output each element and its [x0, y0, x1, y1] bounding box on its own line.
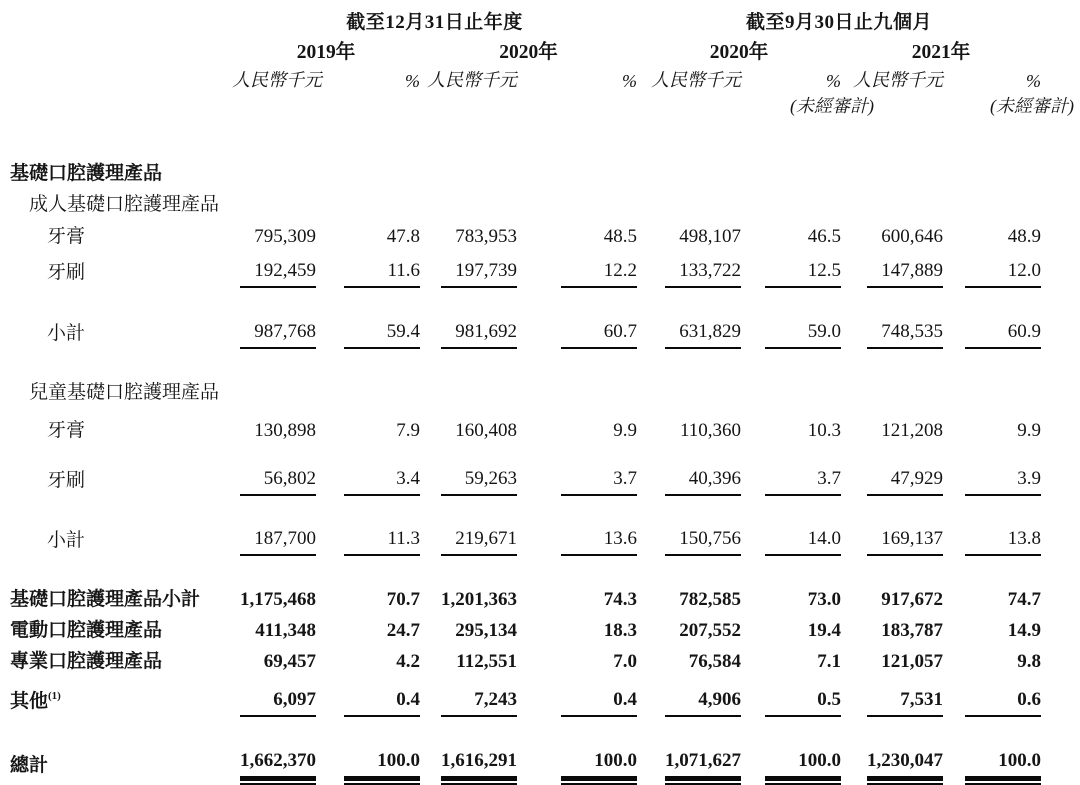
unit-header-row	[0, 64, 1080, 92]
unaudited-note-row	[0, 92, 1080, 120]
cell-percent	[316, 377, 420, 408]
cell-value: 207,552	[679, 620, 742, 641]
cell-percent: 11.3	[316, 524, 420, 556]
cell-percent: 14.0	[741, 524, 841, 556]
cell-value: 7,243	[420, 677, 517, 717]
cell-value	[232, 377, 316, 408]
year-header-row	[0, 34, 1080, 64]
row-label	[0, 584, 232, 615]
row-label	[0, 524, 232, 556]
cell-value	[637, 158, 741, 189]
right-margin-cell	[1041, 745, 1080, 781]
cell-value: 1,616,291	[420, 745, 517, 781]
year-header-2020: 2020年	[499, 42, 558, 63]
cell-percent: 9.9	[1017, 420, 1042, 441]
row-label-text: 小計	[47, 530, 86, 551]
cell-percent: 18.3	[603, 620, 638, 641]
right-margin-cell	[1041, 377, 1080, 408]
cell-value: 59,263	[420, 446, 517, 496]
cell-value: 600,646	[881, 226, 944, 247]
cell-value	[841, 377, 943, 408]
cell-percent: 3.4	[316, 446, 420, 496]
cell-percent: 11.6	[316, 252, 420, 288]
cell-value: 795,309	[254, 226, 316, 247]
cell-percent: 46.5	[807, 226, 842, 247]
cell-percent: 4.2	[396, 651, 420, 672]
period-header-annual: 截至12月31日止年度	[346, 12, 523, 33]
cell-percent: 12.5	[741, 252, 841, 288]
spacer-row	[0, 288, 1080, 318]
row-label	[0, 615, 232, 646]
cell-percent: 100.0	[943, 745, 1041, 781]
cell-value	[232, 158, 316, 189]
cell-value	[841, 158, 943, 189]
cell-percent: 7.1	[817, 651, 842, 672]
cell-percent: 100.0	[741, 745, 841, 781]
cell-percent	[741, 189, 841, 220]
cell-value: 150,756	[637, 524, 741, 556]
cell-percent: 100.0	[316, 745, 420, 781]
table-row	[0, 252, 1080, 288]
cell-percent	[517, 189, 637, 220]
cell-value: 987,768	[232, 318, 316, 349]
row-label-text: 牙膏	[47, 226, 86, 247]
cell-value: 411,348	[255, 620, 316, 641]
table-row	[0, 377, 1080, 408]
spacer-row	[0, 349, 1080, 377]
cell-value: 121,208	[881, 420, 944, 441]
cell-percent: 3.9	[943, 446, 1041, 496]
cell-percent: 0.6	[943, 677, 1041, 717]
cell-percent: 100.0	[517, 745, 637, 781]
row-label-text: 兒童基礎口腔護理產品	[29, 382, 220, 403]
cell-percent	[316, 189, 420, 220]
right-margin-cell	[1041, 446, 1080, 496]
revenue-breakdown-table	[0, 6, 1080, 781]
cell-value: 69,457	[263, 651, 316, 672]
unit-header: 人民幣千元	[853, 70, 944, 90]
cell-value: 917,672	[881, 589, 944, 610]
row-label-text: 成人基礎口腔護理產品	[29, 194, 220, 215]
table-row	[0, 446, 1080, 496]
cell-value: 219,671	[420, 524, 517, 556]
spacer-row	[0, 556, 1080, 584]
right-margin-cell	[1041, 220, 1080, 252]
cell-percent: 9.9	[613, 420, 638, 441]
cell-value	[637, 189, 741, 220]
year-header-2021-9m: 2021年	[911, 42, 971, 63]
cell-percent: 7.0	[613, 651, 638, 672]
row-label	[0, 189, 232, 220]
cell-percent	[943, 377, 1041, 408]
cell-value: 147,889	[841, 252, 943, 288]
right-margin-cell	[1041, 158, 1080, 189]
row-label	[0, 677, 232, 717]
cell-percent	[943, 189, 1041, 220]
cell-value: 1,071,627	[637, 745, 741, 781]
unaudited-note: (未經審計)	[990, 96, 1075, 116]
table-row	[0, 524, 1080, 556]
cell-value: 1,175,468	[240, 589, 316, 610]
cell-value: 498,107	[679, 226, 742, 247]
right-margin-cell	[1041, 646, 1080, 677]
row-label-text: 其他	[10, 691, 49, 712]
cell-percent: 12.0	[943, 252, 1041, 288]
cell-percent: 12.2	[517, 252, 637, 288]
cell-percent: 48.5	[603, 226, 638, 247]
table-row	[0, 408, 1080, 446]
cell-value: 1,201,363	[441, 589, 517, 610]
cell-percent	[517, 158, 637, 189]
spacer-row	[0, 496, 1080, 524]
cell-percent: 0.4	[316, 677, 420, 717]
cell-percent: 3.7	[517, 446, 637, 496]
cell-value	[420, 158, 517, 189]
right-margin-cell	[1041, 189, 1080, 220]
cell-value: 183,787	[881, 620, 944, 641]
right-margin-cell	[1041, 318, 1080, 349]
row-label-text: 牙刷	[47, 470, 86, 491]
cell-percent: 0.5	[741, 677, 841, 717]
row-label-text: 小計	[47, 323, 86, 344]
cell-percent: 60.9	[943, 318, 1041, 349]
unit-header: 人民幣千元	[651, 70, 742, 90]
percent-header: %	[826, 71, 842, 91]
cell-percent: 47.8	[386, 226, 420, 247]
cell-percent: 73.0	[807, 589, 842, 610]
cell-value: 169,137	[841, 524, 943, 556]
unaudited-note: (未經審計)	[790, 96, 875, 116]
table-row	[0, 615, 1080, 646]
cell-value: 112,551	[456, 651, 517, 672]
cell-value: 1,662,370	[232, 745, 316, 781]
table-row	[0, 220, 1080, 252]
cell-percent: 59.0	[741, 318, 841, 349]
cell-value: 40,396	[637, 446, 741, 496]
cell-value: 130,898	[254, 420, 316, 441]
row-label	[0, 377, 232, 408]
period-header-nine-months: 截至9月30日止九個月	[746, 12, 933, 33]
row-label-text: 專業口腔護理產品	[10, 651, 163, 672]
percent-header: %	[622, 71, 638, 91]
footnote-marker: (1)	[48, 689, 61, 702]
cell-value: 160,408	[455, 420, 517, 441]
cell-value: 192,459	[232, 252, 316, 288]
year-header-2019: 2019年	[296, 42, 356, 63]
cell-value: 748,535	[841, 318, 943, 349]
cell-percent: 3.7	[741, 446, 841, 496]
cell-value	[420, 189, 517, 220]
cell-percent: 10.3	[807, 420, 842, 441]
cell-value: 782,585	[679, 589, 742, 610]
row-label	[0, 446, 232, 496]
table-row	[0, 584, 1080, 615]
table-row	[0, 318, 1080, 349]
row-label	[0, 318, 232, 349]
cell-percent: 13.8	[943, 524, 1041, 556]
percent-header: %	[405, 71, 420, 91]
cell-percent	[943, 158, 1041, 189]
cell-percent	[741, 377, 841, 408]
right-margin-cell	[1041, 584, 1080, 615]
cell-value: 187,700	[232, 524, 316, 556]
cell-value: 133,722	[637, 252, 741, 288]
row-label	[0, 745, 232, 781]
cell-percent	[316, 158, 420, 189]
row-label	[0, 158, 232, 189]
cell-percent: 0.4	[517, 677, 637, 717]
cell-percent: 74.3	[603, 589, 638, 610]
row-label	[0, 252, 232, 288]
cell-value: 4,906	[637, 677, 741, 717]
cell-value: 110,360	[679, 420, 742, 441]
row-label-text: 牙刷	[47, 262, 86, 283]
year-header-2020-9m: 2020年	[709, 42, 769, 63]
spacer-row	[0, 717, 1080, 745]
cell-value: 197,739	[420, 252, 517, 288]
cell-value: 121,057	[881, 651, 944, 672]
table-body	[0, 158, 1080, 781]
cell-percent: 74.7	[1007, 589, 1042, 610]
cell-percent: 59.4	[316, 318, 420, 349]
spacer-row	[0, 120, 1080, 158]
cell-percent: 9.8	[1017, 651, 1042, 672]
cell-percent	[741, 158, 841, 189]
row-label-text: 牙膏	[47, 420, 86, 441]
right-margin-cell	[1041, 408, 1080, 446]
cell-value: 1,230,047	[841, 745, 943, 781]
row-label-text: 電動口腔護理產品	[10, 620, 163, 641]
cell-value: 56,802	[232, 446, 316, 496]
cell-percent: 48.9	[1007, 226, 1042, 247]
cell-value: 6,097	[232, 677, 316, 717]
cell-value: 76,584	[688, 651, 742, 672]
row-label-text: 基礎口腔護理產品	[10, 163, 163, 184]
table-row	[0, 189, 1080, 220]
cell-value: 7,531	[841, 677, 943, 717]
cell-value	[420, 377, 517, 408]
row-label	[0, 220, 232, 252]
cell-percent: 13.6	[517, 524, 637, 556]
cell-percent	[517, 377, 637, 408]
cell-value: 47,929	[841, 446, 943, 496]
right-margin-cell	[1041, 677, 1080, 717]
right-margin-cell	[1041, 615, 1080, 646]
table-row	[0, 646, 1080, 677]
cell-value	[637, 377, 741, 408]
period-header-row	[0, 6, 1080, 34]
cell-value: 981,692	[420, 318, 517, 349]
unit-header: 人民幣千元	[427, 70, 517, 90]
table-row	[0, 745, 1080, 781]
table-row	[0, 677, 1080, 717]
row-label-text: 總計	[10, 755, 49, 776]
cell-percent: 70.7	[386, 589, 420, 610]
row-label	[0, 646, 232, 677]
cell-value: 631,829	[637, 318, 741, 349]
cell-percent: 19.4	[807, 620, 842, 641]
right-margin-cell	[1041, 252, 1080, 288]
cell-percent: 60.7	[517, 318, 637, 349]
right-margin-cell	[1041, 524, 1080, 556]
cell-value	[841, 189, 943, 220]
cell-value: 783,953	[455, 226, 517, 247]
cell-value	[232, 189, 316, 220]
table-row	[0, 158, 1080, 189]
cell-percent: 14.9	[1007, 620, 1042, 641]
row-label	[0, 408, 232, 446]
unit-header: 人民幣千元	[232, 70, 322, 90]
row-label-text: 基礎口腔護理產品小計	[10, 589, 201, 610]
percent-header: %	[1026, 71, 1042, 91]
cell-percent: 24.7	[386, 620, 420, 641]
cell-percent: 7.9	[396, 420, 420, 441]
cell-value: 295,134	[455, 620, 517, 641]
